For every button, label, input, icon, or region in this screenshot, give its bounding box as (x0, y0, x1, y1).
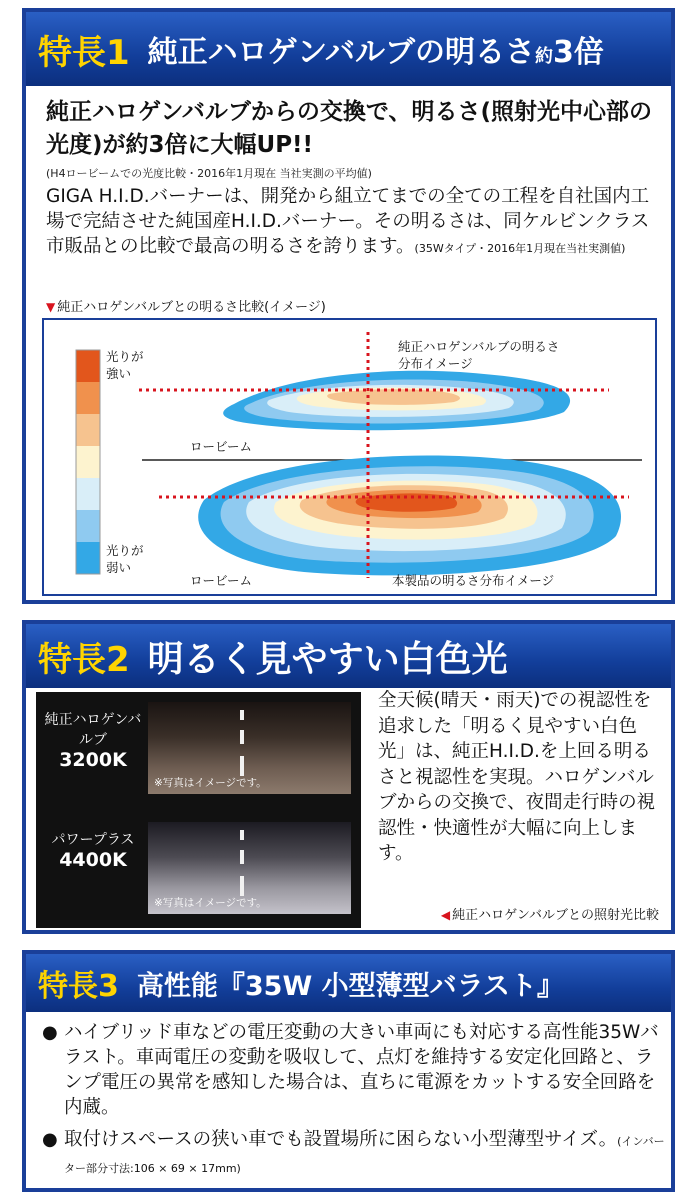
photo-2-note: ※写真はイメージです。 (154, 897, 267, 909)
feature-1-headline-tail: 3倍 (552, 35, 604, 70)
product-road-photo (148, 822, 351, 914)
bullet-icon: ● (42, 1022, 58, 1043)
feature-3-badge: 特長3 (38, 969, 119, 1004)
scale-step-2 (76, 382, 100, 414)
low-beam-label-upper: ロービーム (190, 439, 253, 454)
diagram-caption-text: 純正ハロゲンバルブとの明るさ比較(イメージ) (57, 300, 326, 315)
bullet-2 (64, 1127, 667, 1181)
photo-caption-text: 純正ハロゲンバルブとの照射光比較 (452, 908, 659, 923)
scale-step-1 (76, 350, 100, 382)
brightness-scale (76, 350, 100, 574)
low-beam-label-lower: ロービーム (190, 573, 253, 588)
triangle-left-icon: ◀ (440, 908, 451, 922)
feature-1-body-text: GIGA H.I.D.バーナーは、開発から組立てまでの全ての工程を自社国内工場で完結させた純国産H.I.D.バーナー。その明るさは、同ケルビンクラス市販品との比較で最高の明るさを誇ります。 (46, 186, 650, 257)
feature-1-badge: 特長1 (38, 32, 130, 73)
feature-1-headline-small: 約 (534, 46, 553, 67)
halogen-road-photo (148, 702, 351, 794)
photo-1-caption (40, 710, 146, 770)
product-distribution-label: 本製品の明るさ分布イメージ (392, 573, 555, 588)
feature-2-header (26, 624, 671, 688)
photo-2-label: パワープラス (51, 832, 135, 848)
photo-caption (441, 904, 659, 923)
feature-2-section (22, 620, 675, 934)
feature-3-bullets (42, 1020, 667, 1188)
scale-step-4 (76, 446, 100, 478)
feature-1-lead: 純正ハロゲンバルブからの交換で、明るさ(照射光中心部の光度)が約3倍に大幅UP!! (46, 99, 652, 158)
bullet-1-text: ハイブリッド車などの電圧変動の大きい車両にも対応する高性能35Wバラスト。車両電圧の変動を吸収して、点灯を維持する安定化回路と、ランプ電圧の異常を感知した場合は、直ちに電源をカットする安全回路を内蔵。 (64, 1022, 659, 1118)
feature-2-body: 全天候(晴天・雨天)での視認性を追求した「明るく見やすい白色光」は、純正H.I.D.を上回る明るさと視認性を実現。ハロゲンバルブからの交換で、夜間走行時の視認性・快適性が大幅に向上します。 (378, 690, 656, 864)
list-item (42, 1020, 667, 1120)
triangle-down-icon: ▼ (46, 300, 56, 314)
feature-3-section (22, 950, 675, 1192)
photo-1-label: 純正ハロゲンバルブ (44, 712, 142, 748)
feature-2-badge: 特長2 (38, 639, 130, 680)
feature-1-body (46, 184, 658, 261)
feature-3-header (26, 954, 671, 1012)
scale-step-3 (76, 414, 100, 446)
scale-weak-label: 光りが弱い (106, 543, 144, 575)
feature-1-note: (H4ロービームでの光度比較・2016年1月現在 当社実測の平均値) (46, 167, 372, 180)
product-beam-shape (198, 456, 621, 576)
feature-2-headline: 明るく見やすい白色光 (147, 638, 508, 680)
feature-1-headline (148, 27, 604, 71)
photo-1-kelvin: 3200K (59, 749, 127, 771)
bullet-icon: ● (42, 1129, 58, 1150)
light-comparison-photos (36, 692, 361, 928)
list-item (42, 1127, 667, 1181)
scale-step-6 (76, 510, 100, 542)
photo-1-note: ※写真はイメージです。 (154, 777, 267, 789)
photo-2-caption (40, 830, 146, 870)
feature-3-headline: 高性能『35W 小型薄型バラスト』 (136, 970, 564, 1002)
feature-1-header (26, 12, 671, 86)
halogen-beam-shape (223, 371, 570, 430)
feature-1-headline-main: 純正ハロゲンバルブの明るさ (147, 35, 535, 70)
feature-1-body-note: (35Wタイプ・2016年1月現在当社実測値) (414, 242, 626, 255)
diagram-caption (46, 296, 326, 315)
scale-step-5 (76, 478, 100, 510)
scale-strong-label: 光りが強い (106, 349, 144, 381)
halogen-distribution-label: 純正ハロゲンバルブの明るさ分布イメージ (398, 339, 560, 371)
bullet-2-text: 取付けスペースの狭い車でも設置場所に困らない小型薄型サイズ。 (64, 1129, 618, 1150)
brightness-diagram (42, 318, 657, 596)
bullet-2-note: (インバーター部分寸法:106 × 69 × 17mm) (64, 1135, 665, 1175)
photo-2-kelvin: 4400K (59, 849, 127, 871)
scale-step-7 (76, 542, 100, 574)
feature-1-section (22, 8, 675, 604)
